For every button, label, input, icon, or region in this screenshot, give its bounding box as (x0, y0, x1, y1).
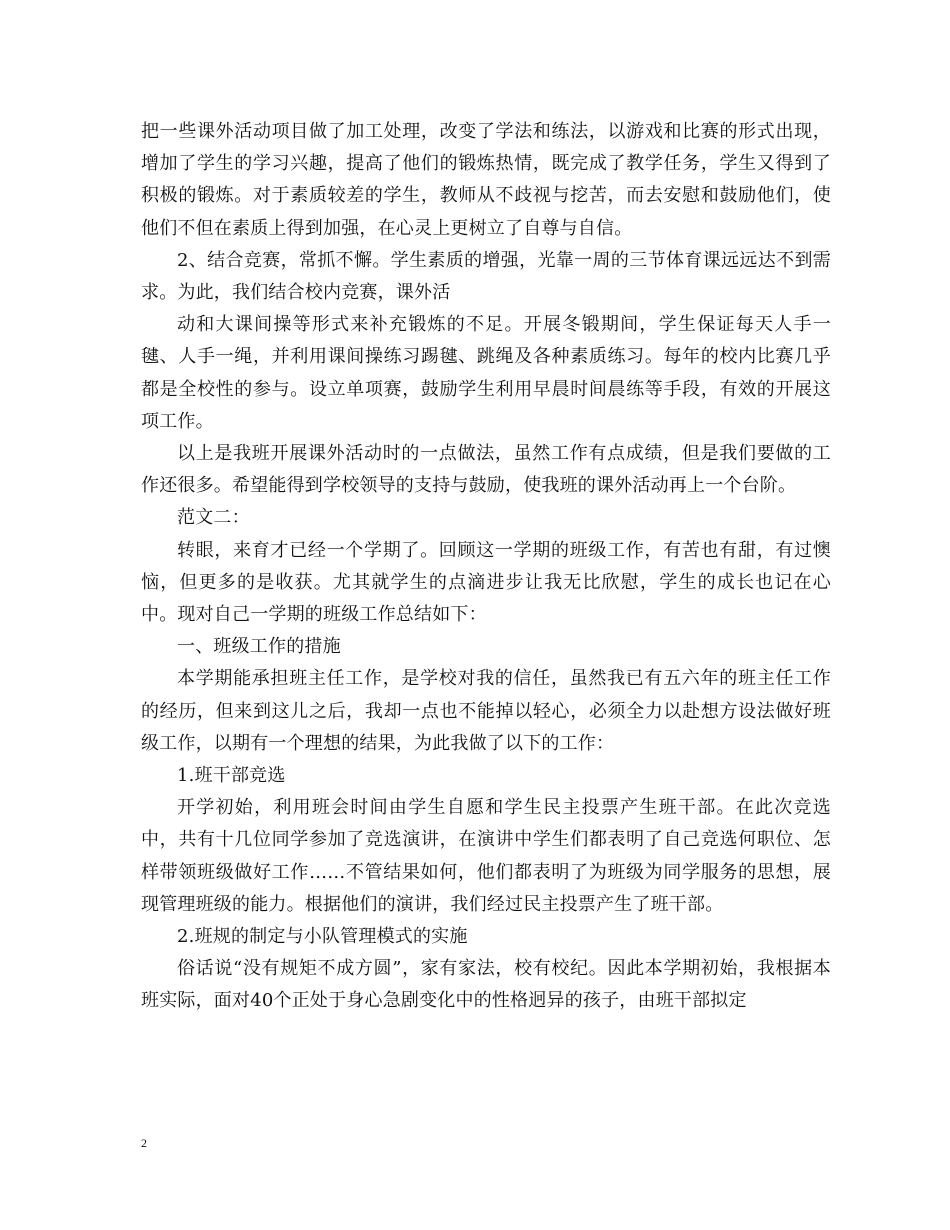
paragraph: 俗话说“没有规矩不成方圆”，家有家法，校有校纪。因此本学期初始，我根据本班实际，面对40个正处于身心急剧变化中的性格迥异的孩子，由班干部拟定 (141, 958, 831, 1012)
paragraph: 本学期能承担班主任工作，是学校对我的信任，虽然我已有五六年的班主任工作的经历，但来到这儿之后，我却一点也不能掉以轻心，必须全力以赴想方设法做好班级工作，以期有一个理想的结果，为此我做了以下的工作： (141, 668, 831, 754)
paragraph: 转眼，来育才已经一个学期了。回顾这一学期的班级工作，有苦也有甜，有过懊恼，但更多的是收获。尤其就学生的点滴进步让我无比欣慰，学生的成长也记在心中。现对自己一学期的班级工作总结如下： (141, 539, 831, 626)
document-body (141, 116, 831, 1018)
paragraph: 动和大课间操等形式来补充锻炼的不足。开展冬锻期间，学生保证每天人手一毽、人手一绳，并利用课间操练习踢毽、跳绳及各种素质练习。每年的校内比赛几乎都是全校性的参与。设立单项赛，鼓励学生利用早晨时间晨练等手段，有效的开展这项工作。 (141, 314, 831, 432)
page-number: 2 (141, 1136, 147, 1150)
paragraph: 2.班规的制定与小队管理模式的实施 (177, 926, 468, 948)
paragraph: 范文二： (177, 507, 250, 529)
paragraph: 1.班干部竞选 (177, 765, 286, 787)
paragraph: 开学初始，利用班会时间由学生自愿和学生民主投票产生班干部。在此次竞选中，共有十几位同学参加了竞选演讲，在演讲中学生们都表明了自己竞选何职位、怎样带领班级做好工作……不管结果如何，他们都表明了为班级为同学服务的思想，展现管理班级的能力。根据他们的演讲，我们经过民主投票产生了班干部。 (141, 797, 831, 915)
paragraph: 以上是我班开展课外活动时的一点做法，虽然工作有点成绩，但是我们要做的工作还很多。希望能得到学校领导的支持与鼓励，使我班的课外活动再上一个台阶。 (141, 443, 831, 497)
paragraph: 把一些课外活动项目做了加工处理，改变了学法和练法，以游戏和比赛的形式出现，增加了学生的学习兴趣，提高了他们的锻炼热情，既完成了教学任务，学生又得到了积极的锻炼。对于素质较差的学生，教师从不歧视与挖苦，而去安慰和鼓励他们，使他们不但在素质上得到加强，在心灵上更树立了自尊与自信。 (141, 121, 831, 239)
paragraph: 2、结合竞赛，常抓不懈。学生素质的增强，光靠一周的三节体育课远远达不到需求。为此，我们结合校内竞赛，课外活 (141, 249, 831, 304)
paragraph: 一、班级工作的措施 (177, 636, 341, 658)
